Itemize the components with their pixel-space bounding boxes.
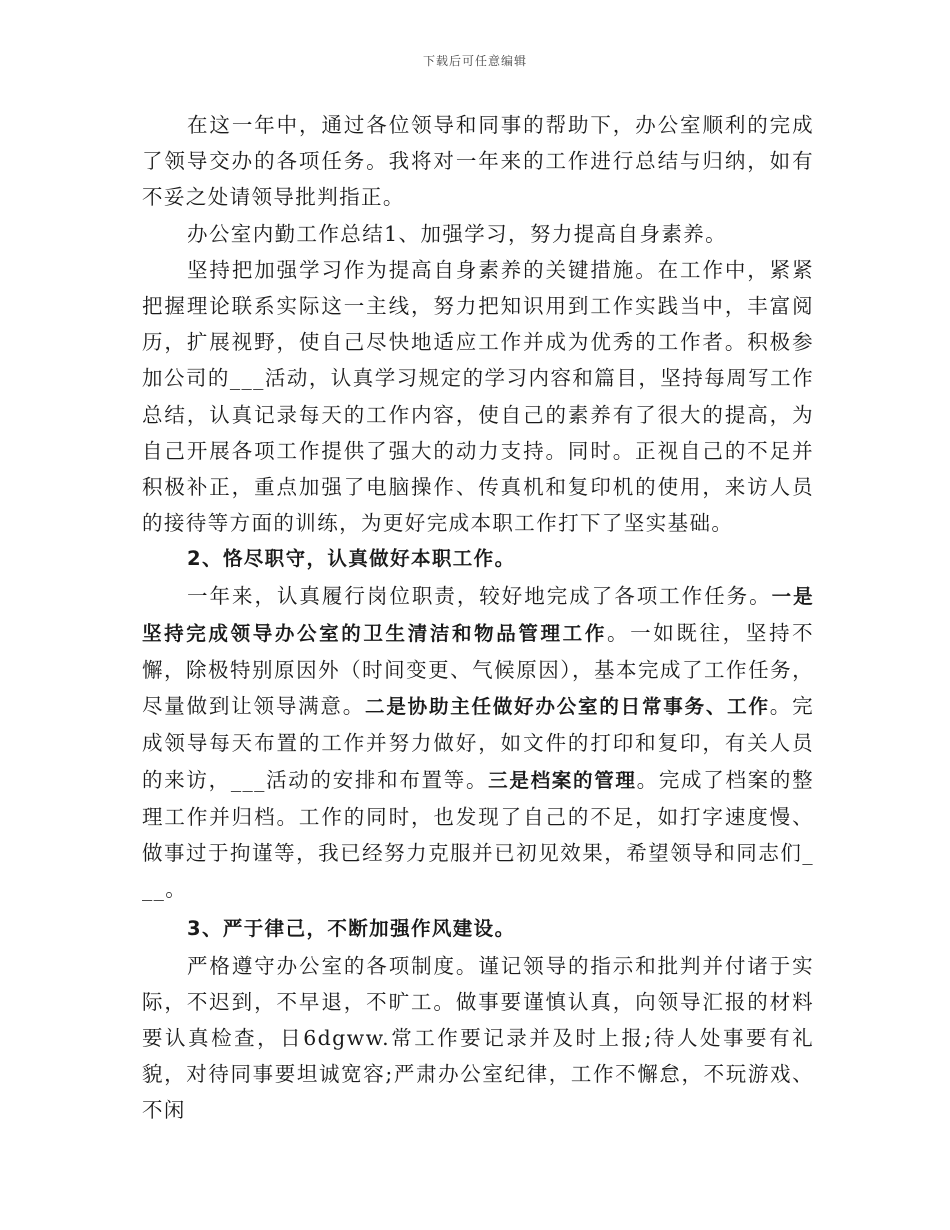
paragraph-intro: 在这一年中，通过各位领导和同事的帮助下，办公室顺利的完成了领导交办的各项任务。我将对一年来的工作进行总结与归纳，如有不妥之处请领导批判指正。 [142,113,814,210]
duties-text-g: 。完成了档案的整理工作并归档。工作的同时，也发现了自己的不足，如打字速度慢、做事过于拘谨等，我已经努力克服并已初见效果，希望领导和同志们___。 [142,767,814,902]
duties-text-a: 一年来，认真履行岗位职责，较好地完成了各项工作任务。 [187,583,772,608]
duties-text-c: 。一如既往，坚持不懈，除极特别原因外（时间变更、气候原因），基本完成了工作任务，尽量做到让领导满意。 [142,620,814,719]
duties-point-two: 二是协助主任做好办公室的日常事务、工作 [365,695,770,719]
document-body [142,107,814,1129]
duties-point-one: 一是坚持完成领导办公室的卫生清洁和物品管理工作 [142,584,814,645]
section-heading-3: 3、严于律己，不断加强作风建设。 [187,917,516,941]
duties-text-e: 。完成领导每天布置的工作并努力做好，如文件的打印和复印，有关人员的来访，___活动的安排和布置等。 [142,694,814,792]
section-heading-2: 2、恪尽职守，认真做好本职工作。 [187,547,516,571]
duties-point-three: 三是档案的管理 [488,768,637,792]
paragraph-discipline: 严格遵守办公室的各项制度。谨记领导的指示和批判并付诸于实际，不迟到，不早退，不旷工。做事要谨慎认真，向领导汇报的材料要认真检查，日6dgww.常工作要记录并及时上报;待人处事要有礼貌，对待同事要坦诚宽容;严肃办公室纪律，工作不懈怠，不玩游戏、不闲 [142,953,814,1123]
section-heading-1: 办公室内勤工作总结1、加强学习，努力提高自身素养。 [187,221,728,246]
paragraph-duties [142,578,814,908]
paragraph-study: 坚持把加强学习作为提高自身素养的关键措施。在工作中，紧紧把握理论联系实际这一主线，努力把知识用到工作实践当中，丰富阅历，扩展视野，使自己尽快地适应工作并成为优秀的工作者。积极参加公司的___活动，认真学习规定的学习内容和篇目，坚持每周写工作总结，认真记录每天的工作内容，使自己的素养有了很大的提高，为自己开展各项工作提供了强大的动力支持。同时。正视自己的不足并积极补正，重点加强了电脑操作、传真机和复印机的使用，来访人员的接待等方面的训练，为更好完成本职工作打下了坚实基础。 [142,257,814,536]
header-note: 下载后可任意编辑 [422,54,527,68]
